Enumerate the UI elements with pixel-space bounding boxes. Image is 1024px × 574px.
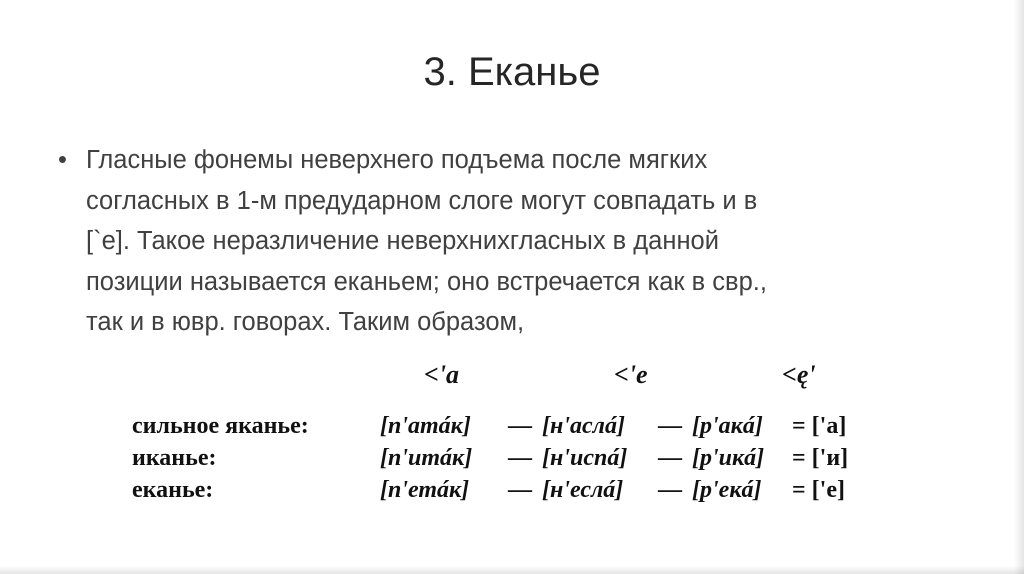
figure-cell: [н'испá] bbox=[542, 445, 628, 471]
figure-row bbox=[132, 444, 892, 472]
figure-row-label: иканье: bbox=[132, 445, 217, 471]
figure-result: = ['и] bbox=[792, 445, 849, 471]
figure-cell: [р'екá] bbox=[692, 477, 762, 503]
figure-header-a: <'а bbox=[424, 360, 460, 389]
figure-dash: — bbox=[658, 445, 682, 471]
figure-result: = ['а] bbox=[792, 413, 847, 439]
figure-row-label: сильное яканье: bbox=[132, 413, 309, 439]
figure-cell: [п'атáк] bbox=[380, 413, 471, 439]
bullet-icon: • bbox=[58, 146, 67, 174]
figure-dash: — bbox=[508, 477, 532, 503]
figure-dash: — bbox=[508, 413, 532, 439]
phonetic-figure bbox=[132, 360, 892, 510]
figure-cell: [п'етáк] bbox=[380, 477, 470, 503]
bullet-line: [`е]. Такое неразличение неверхнихгласных в данной bbox=[86, 227, 719, 255]
figure-row bbox=[132, 412, 892, 440]
figure-cell: [п'итáк] bbox=[380, 445, 473, 471]
figure-cell: [р'aкá] bbox=[692, 413, 763, 439]
figure-header-e: <'е bbox=[614, 360, 648, 389]
figure-dash: — bbox=[658, 413, 682, 439]
figure-row bbox=[132, 476, 892, 504]
bullet-line: Гласные фонемы неверхнего подъема после мягких bbox=[86, 146, 708, 174]
figure-header-e-nasal: <ę' bbox=[782, 360, 816, 389]
figure-result: = ['е] bbox=[792, 477, 845, 503]
figure-dash: — bbox=[658, 477, 682, 503]
bullet-line: согласных в 1-м предударном слоге могут совпадать и в bbox=[86, 186, 758, 215]
figure-cell: [р'икá] bbox=[692, 445, 765, 471]
figure-dash: — bbox=[508, 445, 532, 471]
figure-row-label: еканье: bbox=[132, 477, 214, 503]
figure-cell: [н'аслá] bbox=[542, 413, 625, 439]
bullet-line: позиции называется еканьем; оно встречается как в свр., bbox=[86, 267, 767, 296]
bullet-text bbox=[86, 140, 946, 343]
bullet-line: так и в ювр. говорах. Таким образом, bbox=[86, 308, 525, 336]
figure-cell: [н'еслá] bbox=[542, 477, 624, 503]
slide-shadow-bottom bbox=[0, 566, 1024, 574]
slide-title: 3. Еканье bbox=[423, 50, 601, 94]
